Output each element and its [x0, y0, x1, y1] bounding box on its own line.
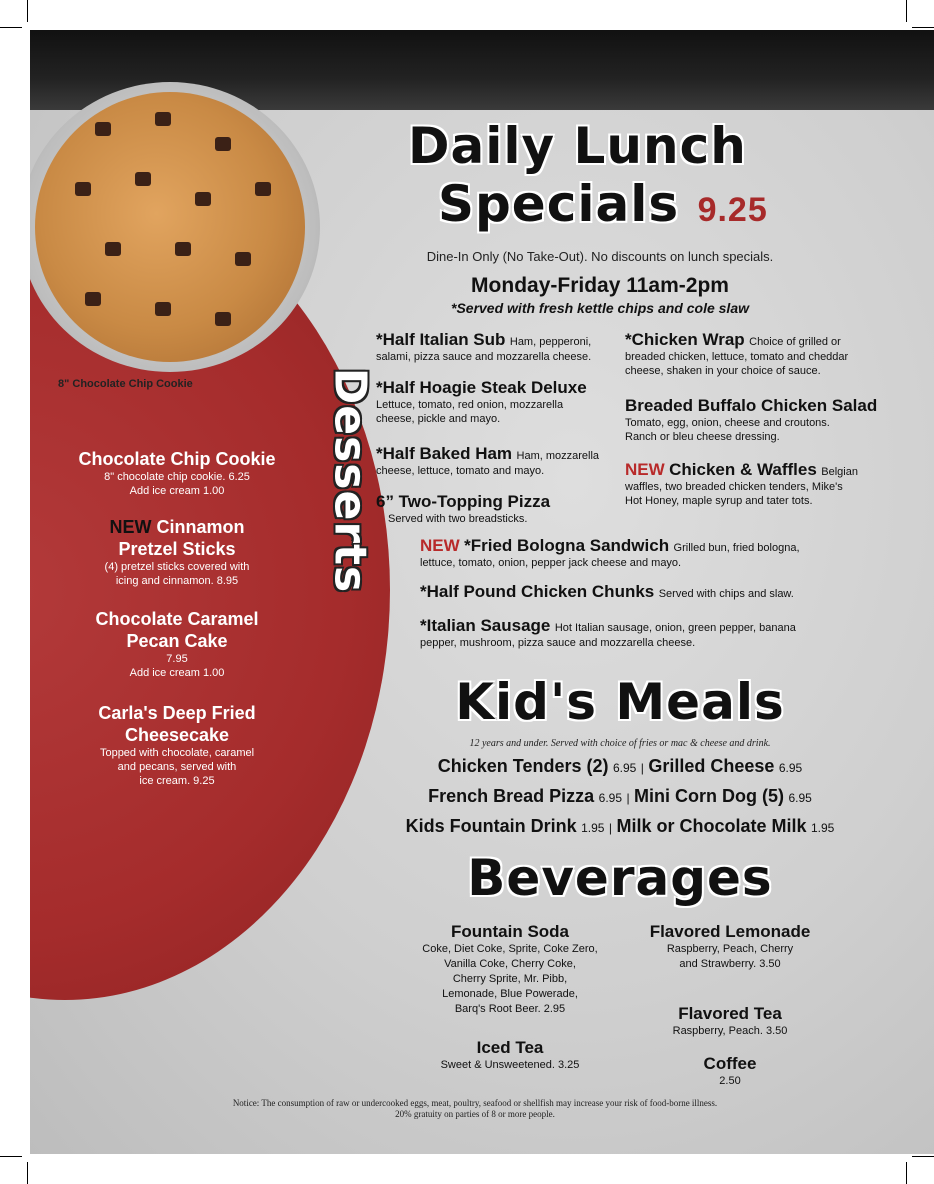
new-badge: NEW: [109, 517, 152, 537]
lunch-title-text: Specials: [438, 175, 680, 233]
lunch-item: [376, 444, 621, 478]
kids-item-name: French Bread Pizza: [428, 786, 595, 806]
kids-item-price: 6.95: [778, 761, 803, 775]
kids-item-name: Mini Corn Dog (5): [634, 786, 785, 806]
item-name: *Half Pound Chicken Chunks: [420, 582, 655, 601]
dessert-desc: (4) pretzel sticks covered with: [104, 561, 250, 573]
lunch-item: [376, 492, 621, 526]
item-desc: Hot Italian sausage, onion, green pepper, banana: [554, 622, 796, 634]
lunch-item: [625, 330, 890, 378]
crop-mark: [912, 27, 934, 28]
item-desc: Ham, pepperoni,: [509, 336, 592, 348]
beverage-desc: 2.50: [719, 1075, 741, 1087]
beverage-desc: Raspberry, Peach, Cherry: [666, 943, 794, 955]
crop-mark: [0, 1156, 22, 1157]
dessert-name: Pecan Cake: [126, 631, 228, 651]
item-desc: cheese, lettuce, tomato and mayo.: [376, 465, 545, 477]
separator: |: [608, 821, 613, 835]
item-desc: Ham, mozzarella: [516, 450, 600, 462]
lunch-item: [625, 396, 890, 444]
beverage-fountain: [390, 922, 630, 1017]
dessert-name: Carla's Deep Fried: [98, 703, 256, 723]
item-name: *Fried Bologna Sandwich: [464, 536, 670, 555]
dessert-item: [72, 448, 282, 498]
beverage-desc: Barq's Root Beer. 2.95: [454, 1003, 566, 1015]
item-name: *Italian Sausage: [420, 616, 551, 635]
kids-row: [360, 816, 880, 837]
item-name: 6” Two-Topping Pizza: [376, 492, 551, 511]
item-desc: pepper, mushroom, pizza sauce and mozzarella cheese.: [420, 637, 696, 649]
kids-item-name: Chicken Tenders (2): [437, 756, 609, 776]
item-desc: Lettuce, tomato, red onion, mozzarella: [376, 399, 564, 411]
gratuity-line: 20% gratuity on parties of 8 or more people.: [395, 1109, 555, 1119]
dessert-extra: Add ice cream 1.00: [129, 667, 225, 679]
kids-item-name: Kids Fountain Drink: [405, 816, 577, 836]
beverage-name: Fountain Soda: [450, 922, 570, 941]
item-desc: cheese, shaken in your choice of sauce.: [625, 365, 821, 377]
item-name: Chicken & Waffles: [669, 460, 817, 479]
lunch-price: 9.25: [697, 191, 768, 229]
beverage-coffee: [610, 1054, 850, 1089]
beverage-desc: and Strawberry. 3.50: [679, 958, 781, 970]
crop-mark: [27, 1162, 28, 1184]
dessert-name: Chocolate Caramel: [95, 609, 259, 629]
crop-mark: [906, 1162, 907, 1184]
kids-item-price: 1.95: [810, 821, 835, 835]
item-desc: Hot Honey, maple syrup and tater tots.: [625, 495, 813, 507]
item-desc: cheese, pickle and mayo.: [376, 413, 501, 425]
beverage-lemonade: [610, 922, 850, 972]
item-desc: Belgian: [821, 466, 858, 478]
cookie-image: [35, 92, 305, 362]
dessert-extra: Add ice cream 1.00: [129, 485, 225, 497]
item-desc: Served with chips and slaw.: [658, 588, 794, 600]
menu-page: [30, 30, 934, 1154]
lunch-served-note: *Served with fresh kettle chips and cole slaw: [451, 300, 749, 316]
lunch-note: Dine-In Only (No Take-Out). No discounts on lunch specials.: [426, 249, 774, 264]
item-name: *Half Baked Ham: [376, 444, 513, 463]
crop-mark: [27, 0, 28, 22]
beverage-desc: Lemonade, Blue Powerade,: [442, 988, 578, 1000]
dessert-desc: and pecans, served with: [117, 761, 237, 773]
item-name: *Half Hoagie Steak Deluxe: [376, 378, 587, 397]
dessert-desc: icing and cinnamon. 8.95: [115, 575, 239, 587]
lunch-item: [376, 330, 621, 364]
item-name: Breaded Buffalo Chicken Salad: [625, 396, 878, 415]
item-name: *Chicken Wrap: [625, 330, 745, 349]
dessert-item: [72, 608, 282, 680]
item-desc: Ranch or bleu cheese dressing.: [625, 431, 780, 443]
kids-item-price: 6.95: [612, 761, 637, 775]
item-name: *Half Italian Sub: [376, 330, 506, 349]
kids-item-price: 1.95: [581, 821, 605, 835]
lunch-item: [625, 460, 890, 508]
new-badge: NEW: [625, 460, 665, 479]
kids-item-price: 6.95: [788, 791, 812, 805]
notice-line: Notice: The consumption of raw or undercooked eggs, meat, poultry, seafood or shellfish may increase your risk of food-borne illness.: [232, 1098, 718, 1108]
dessert-desc: Topped with chocolate, caramel: [99, 747, 255, 759]
lunch-item: [420, 582, 900, 602]
separator: |: [640, 761, 644, 775]
cookie-pan-image: [30, 82, 320, 372]
lunch-title-line2: [438, 176, 768, 238]
beverage-tea: [610, 1004, 850, 1039]
dessert-name: Cheesecake: [124, 725, 230, 745]
kids-note: 12 years and under. Served with choice of fries or mac & cheese and drink.: [469, 738, 771, 749]
beverage-name: Flavored Tea: [678, 1004, 782, 1023]
beverage-iced-tea: [390, 1038, 630, 1073]
item-desc: lettuce, tomato, onion, pepper jack cheese and mayo.: [420, 557, 682, 569]
separator: |: [626, 791, 630, 805]
beverage-desc: Raspberry, Peach. 3.50: [672, 1025, 788, 1037]
dessert-name: Chocolate Chip Cookie: [78, 449, 276, 469]
item-desc: breaded chicken, lettuce, tomato and cheddar: [625, 351, 849, 363]
beverage-name: Coffee: [703, 1054, 757, 1073]
desserts-title: Desserts: [324, 367, 376, 594]
kids-row: [360, 756, 880, 777]
item-desc: salami, pizza sauce and mozzarella cheese.: [376, 351, 592, 363]
lunch-hours: Monday-Friday 11am-2pm: [471, 274, 729, 297]
item-desc: Choice of grilled or: [749, 336, 841, 348]
dessert-item: [72, 516, 282, 588]
cookie-caption: 8" Chocolate Chip Cookie: [58, 378, 193, 390]
dessert-desc: ice cream. 9.25: [139, 775, 215, 787]
kids-title: Kid's Meals: [455, 673, 785, 731]
crop-mark: [912, 1156, 934, 1157]
beverage-desc: Sweet & Unsweetened. 3.25: [440, 1059, 580, 1071]
item-desc: Served with two breadsticks.: [388, 513, 528, 525]
dessert-desc: 7.95: [166, 653, 188, 665]
kids-item-name: Milk or Chocolate Milk: [616, 816, 807, 836]
lunch-item: [420, 536, 900, 570]
dessert-item: [72, 702, 282, 788]
beverage-desc: Vanilla Coke, Cherry Coke,: [444, 958, 576, 970]
beverage-name: Flavored Lemonade: [649, 922, 811, 941]
item-desc: Tomato, egg, onion, cheese and croutons.: [625, 417, 830, 429]
beverage-name: Iced Tea: [476, 1038, 544, 1057]
dessert-desc: 8" chocolate chip cookie. 6.25: [104, 471, 250, 483]
item-desc: waffles, two breaded chicken tenders, Mike's: [625, 481, 843, 493]
kids-row: [360, 786, 880, 807]
lunch-item: [376, 378, 621, 426]
lunch-title-line1: Daily Lunch: [408, 117, 747, 175]
item-desc: Grilled bun, fried bologna,: [673, 542, 800, 554]
crop-mark: [906, 0, 907, 22]
lunch-item: [420, 616, 900, 650]
health-notice: [130, 1098, 820, 1120]
beverage-desc: Cherry Sprite, Mr. Pibb,: [452, 973, 568, 985]
beverages-title: Beverages: [467, 849, 773, 907]
dessert-name: Pretzel Sticks: [118, 539, 236, 559]
beverage-desc: Coke, Diet Coke, Sprite, Coke Zero,: [422, 943, 598, 955]
crop-mark: [0, 27, 22, 28]
new-badge: NEW: [420, 536, 460, 555]
dessert-name: Cinnamon: [156, 517, 245, 537]
kids-item-price: 6.95: [598, 791, 623, 805]
kids-item-name: Grilled Cheese: [648, 756, 775, 776]
